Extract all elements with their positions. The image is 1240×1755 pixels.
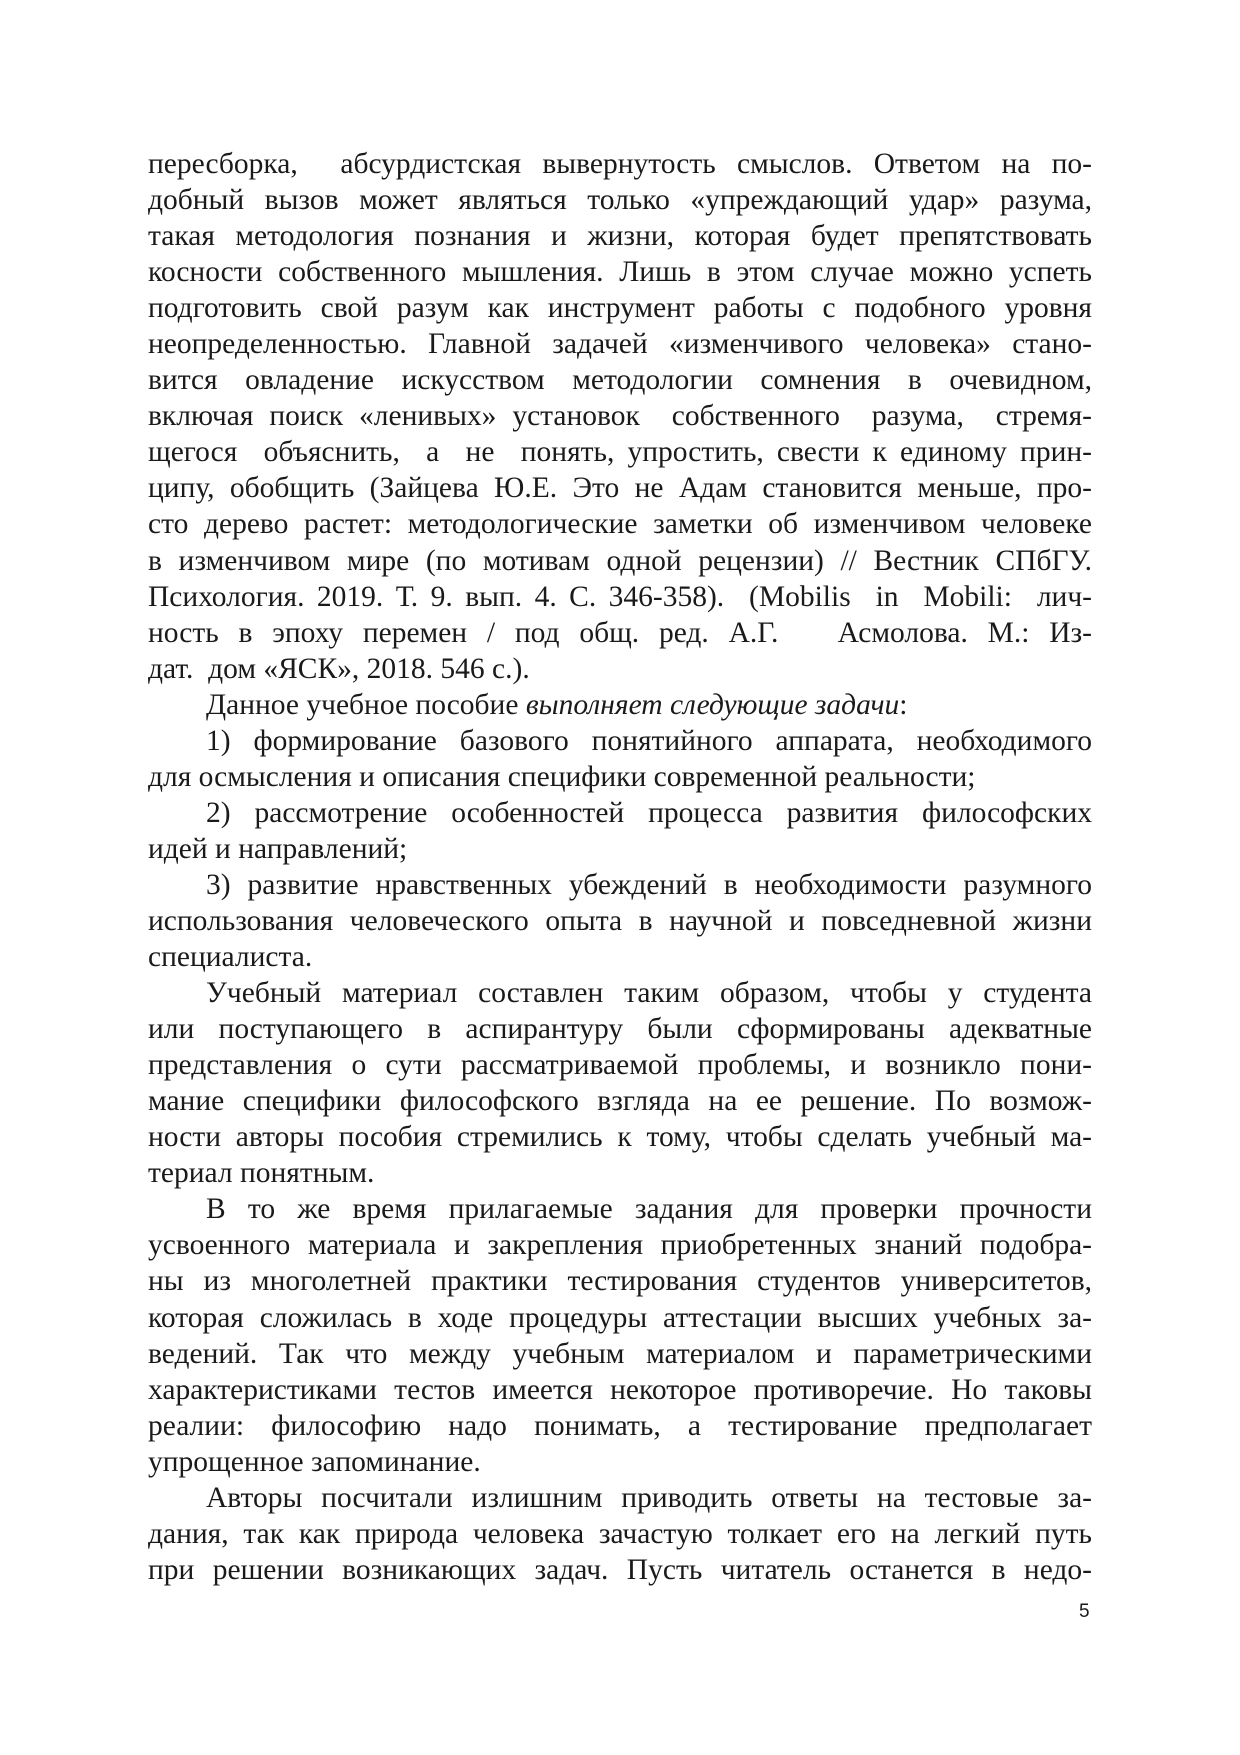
text-line: пересборка, абсурдистская вывернутость смыслов. Ответом на по-: [148, 148, 1092, 180]
text-line: такая методология познания и жизни, которая будет препятствовать: [148, 220, 1092, 253]
text-line: Данное учебное пособие выполняет следующие задачи:: [206, 688, 908, 721]
text-line: В то же время прилагаемые задания для проверки прочности: [206, 1193, 1092, 1226]
text-line: добный вызов может являться только «упреждающий удар» разума,: [148, 184, 1092, 217]
text-line: в изменчивом мире (по мотивам одной рецензии) // Вестник СПбГУ.: [148, 544, 1092, 577]
text-line: вится овладение искусством методологии сомнения в очевидном,: [148, 364, 1092, 397]
text-line: териал понятным.: [148, 1157, 375, 1190]
text-line: которая сложилась в ходе процедуры аттестации высших учебных за-: [148, 1301, 1092, 1334]
text-line: косности собственного мышления. Лишь в этом случае можно успеть: [148, 256, 1092, 289]
text-line: при решении возникающих задач. Пусть читатель останется в недо-: [148, 1553, 1092, 1586]
emphasis-text: выполняет следующие задачи: [525, 688, 900, 721]
text-line: или поступающего в аспирантуру были сформированы адекватные: [148, 1013, 1092, 1046]
text-line: для осмысления и описания специфики современной реальности;: [148, 760, 976, 793]
text-line: Учебный материал составлен таким образом, чтобы у студента: [206, 977, 1092, 1010]
text-line: ности авторы пособия стремились к тому, чтобы сделать учебный ма-: [148, 1121, 1092, 1154]
text-line: характеристиками тестов имеется некоторое противоречие. Но таковы: [148, 1373, 1092, 1406]
text-line: включая поиск «ленивых» установок собственного разума, стремя-: [148, 400, 1092, 433]
text-line: упрощенное запоминание.: [148, 1445, 481, 1478]
text-line: усвоенного материала и закрепления приобретенных знаний подобра-: [148, 1229, 1092, 1262]
text-line: Психология. 2019. Т. 9. вып. 4. С. 346-358). (Mobilis in Mobili: лич-: [148, 580, 1092, 613]
text-line: дат. дом «ЯСК», 2018. 546 с.).: [148, 652, 530, 685]
text-line: подготовить свой разум как инструмент работы с подобного уровня: [148, 292, 1092, 325]
text-line: 3) развитие нравственных убеждений в необходимости разумного: [206, 868, 1092, 901]
text-line: ность в эпоху перемен / под общ. ред. А.Г. Асмолова. М.: Из-: [148, 616, 1092, 649]
text-line: 2) рассмотрение особенностей процесса развития философских: [206, 796, 1092, 829]
text-line: щегося объяснить, а не понять, упростить, свести к единому прин-: [148, 436, 1092, 469]
text-line: ципу, обобщить (Зайцева Ю.Е. Это не Адам становится меньше, про-: [148, 472, 1092, 505]
text-line: ведений. Так что между учебным материалом и параметрическими: [148, 1337, 1092, 1370]
text-line: сто дерево растет: методологические заметки об изменчивом человеке: [148, 508, 1092, 541]
text-line: 1) формирование базового понятийного аппарата, необходимого: [206, 724, 1092, 757]
body-text: [148, 146, 1092, 1588]
text-line: неопределенностью. Главной задачей «изменчивого человека» стано-: [148, 328, 1092, 361]
text-line: представления о сути рассматриваемой проблемы, и возникло пони-: [148, 1049, 1092, 1082]
text-line: реалии: философию надо понимать, а тестирование предполагает: [148, 1409, 1092, 1442]
page-number: 5: [1079, 1601, 1090, 1622]
text-line: идей и направлений;: [148, 832, 408, 865]
text-line: Авторы посчитали излишним приводить ответы на тестовые за-: [206, 1481, 1092, 1514]
text-line: специалиста.: [148, 941, 313, 974]
text-line: дания, так как природа человека зачастую толкает его на легкий путь: [148, 1517, 1092, 1550]
text-line: использования человеческого опыта в научной и повседневной жизни: [148, 904, 1092, 937]
text-line: ны из многолетней практики тестирования студентов университетов,: [148, 1265, 1092, 1298]
text-line: мание специфики философского взгляда на ее решение. По возмож-: [148, 1085, 1092, 1118]
